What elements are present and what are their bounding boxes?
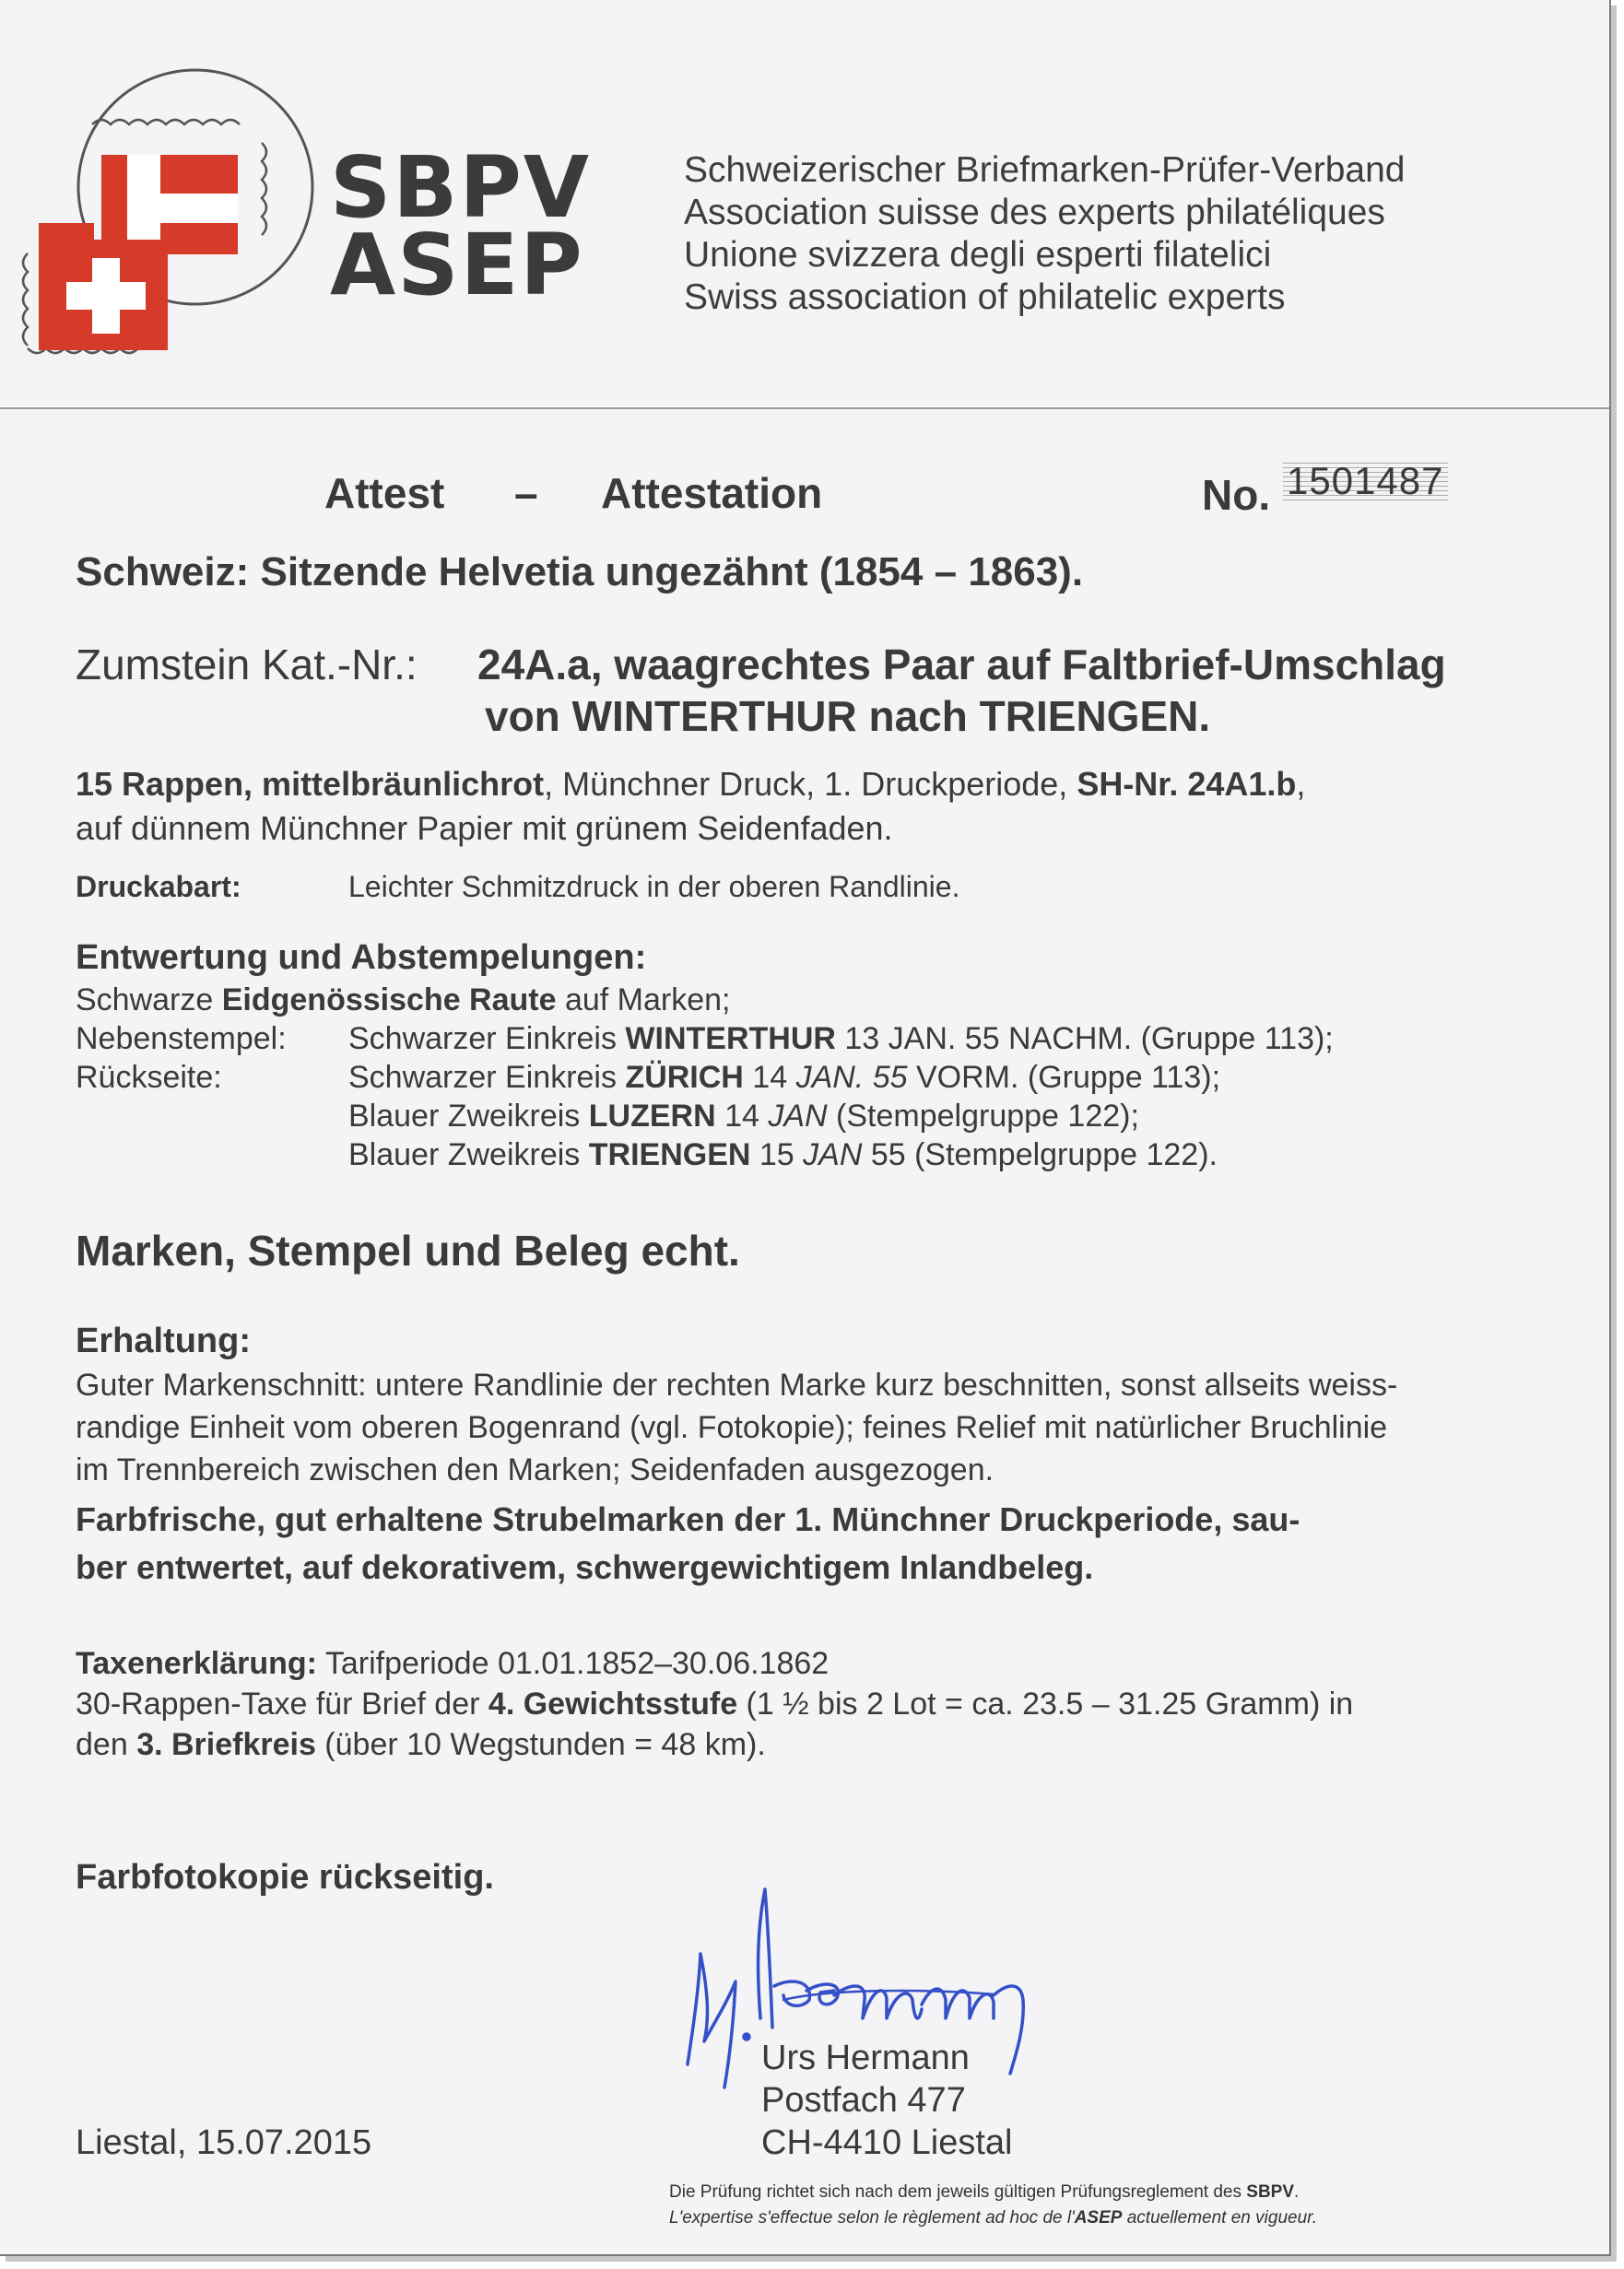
rueckseite-line3: Blauer Zweikreis TRIENGEN 15 JAN 55 (Stempelgruppe 122). xyxy=(348,1137,1218,1172)
druckabart-label: Druckabart: xyxy=(76,870,241,903)
stamp-denomination: 15 Rappen, mittelbräunlichrot xyxy=(76,765,545,803)
taxe-line2: 30-Rappen-Taxe für Brief der 4. Gewichtsstufe (1 ½ bis 2 Lot = ca. 23.5 – 31.25 Gramm) in xyxy=(76,1687,1354,1722)
brand-wordmark xyxy=(330,138,592,314)
brand-asep: ASEP xyxy=(330,216,584,314)
entwertung-heading: Entwertung und Abstempelungen: xyxy=(76,938,647,977)
association-names xyxy=(684,149,1405,319)
entwertung-line1: Schwarze Eidgenössische Raute auf Marken; xyxy=(76,982,731,1017)
stamp-sh-nr: SH-Nr. 24A1.b xyxy=(1077,765,1297,803)
title-attestation: Attestation xyxy=(601,469,823,517)
verdict: Marken, Stempel und Beleg echt. xyxy=(76,1227,740,1275)
assoc-en: Swiss association of philatelic experts xyxy=(684,277,1286,317)
footer-de: Die Prüfung richtet sich nach dem jeweils gültigen Prüfungsreglement des SBPV. xyxy=(669,2182,1300,2202)
place-date: Liestal, 15.07.2015 xyxy=(76,2123,372,2162)
catalog-line1: 24A.a, waagrechtes Paar auf Faltbrief-Umschlag xyxy=(477,641,1446,688)
footer-fr: L'expertise s'effectue selon le règlement ad hoc de l'ASEP actuellement en vigueur. xyxy=(669,2208,1318,2228)
taxe-line1: Taxenerklärung: Tarifperiode 01.01.1852–30.06.1862 xyxy=(76,1646,830,1681)
title-dash: – xyxy=(514,469,538,517)
expert-postbox: Postfach 477 xyxy=(761,2081,966,2120)
stamp-desc-line: 15 Rappen, mittelbräunlichrot, Münchner Druck, 1. Druckperiode, SH-Nr. 24A1.b, xyxy=(76,765,1306,803)
rueckseite-line1: Schwarzer Einkreis ZÜRICH 14 JAN. 55 VORM. (Gruppe 113); xyxy=(348,1060,1221,1095)
erhaltung-line3: im Trennbereich zwischen den Marken; Seidenfaden ausgezogen. xyxy=(76,1452,994,1487)
nebenstempel-label: Nebenstempel: xyxy=(76,1021,287,1056)
cert-number: 1501487 xyxy=(1283,459,1448,503)
erhaltung-summary2: ber entwertet, auf dekorativem, schwergewichtigem Inlandbeleg. xyxy=(76,1548,1094,1586)
catalog-line2: von WINTERTHUR nach TRIENGEN. xyxy=(485,692,1211,740)
title-attest: Attest xyxy=(324,469,445,517)
assoc-fr: Association suisse des experts philatéliques xyxy=(684,193,1385,232)
nebenstempel-value: Schwarzer Einkreis WINTERTHUR 13 JAN. 55 NACHM. (Gruppe 113); xyxy=(348,1021,1334,1056)
stamp-paper: auf dünnem Münchner Papier mit grünem Seidenfaden. xyxy=(76,809,893,847)
assoc-de: Schweizerischer Briefmarken-Prüfer-Verband xyxy=(684,150,1406,190)
photocopy-note: Farbfotokopie rückseitig. xyxy=(76,1858,494,1897)
assoc-it: Unione svizzera degli esperti filatelici xyxy=(684,235,1272,275)
rueckseite-label: Rückseite: xyxy=(76,1060,222,1095)
rueckseite-line2: Blauer Zweikreis LUZERN 14 JAN (Stempelgruppe 122); xyxy=(348,1099,1139,1134)
erhaltung-summary1: Farbfrische, gut erhaltene Strubelmarken der 1. Münchner Druckperiode, sau- xyxy=(76,1500,1300,1538)
expert-name: Urs Hermann xyxy=(761,2039,970,2077)
erhaltung-line2: randige Einheit vom oberen Bogenrand (vgl. Fotokopie); feines Relief mit natürlicher Bruchlinie xyxy=(76,1410,1388,1445)
catalog-label: Zumstein Kat.-Nr.: xyxy=(76,641,418,688)
taxe-line3: den 3. Briefkreis (über 10 Wegstunden = 48 km). xyxy=(76,1727,766,1762)
erhaltung-heading: Erhaltung: xyxy=(76,1322,251,1360)
expert-city: CH-4410 Liestal xyxy=(761,2123,1013,2162)
erhaltung-line1: Guter Markenschnitt: untere Randlinie der rechten Marke kurz beschnitten, sonst allseits weiss- xyxy=(76,1368,1398,1403)
brand-sbpv: SBPV xyxy=(330,138,592,237)
druckabart-value: Leichter Schmitzdruck in der oberen Randlinie. xyxy=(348,870,960,903)
header-divider xyxy=(0,407,1609,409)
sbpv-logo xyxy=(0,55,332,396)
cert-no-label: No. xyxy=(1202,471,1271,519)
subject-heading: Schweiz: Sitzende Helvetia ungezähnt (1854 – 1863). xyxy=(76,549,1084,594)
stamp-print: , Münchner Druck, 1. Druckperiode, xyxy=(544,765,1077,803)
